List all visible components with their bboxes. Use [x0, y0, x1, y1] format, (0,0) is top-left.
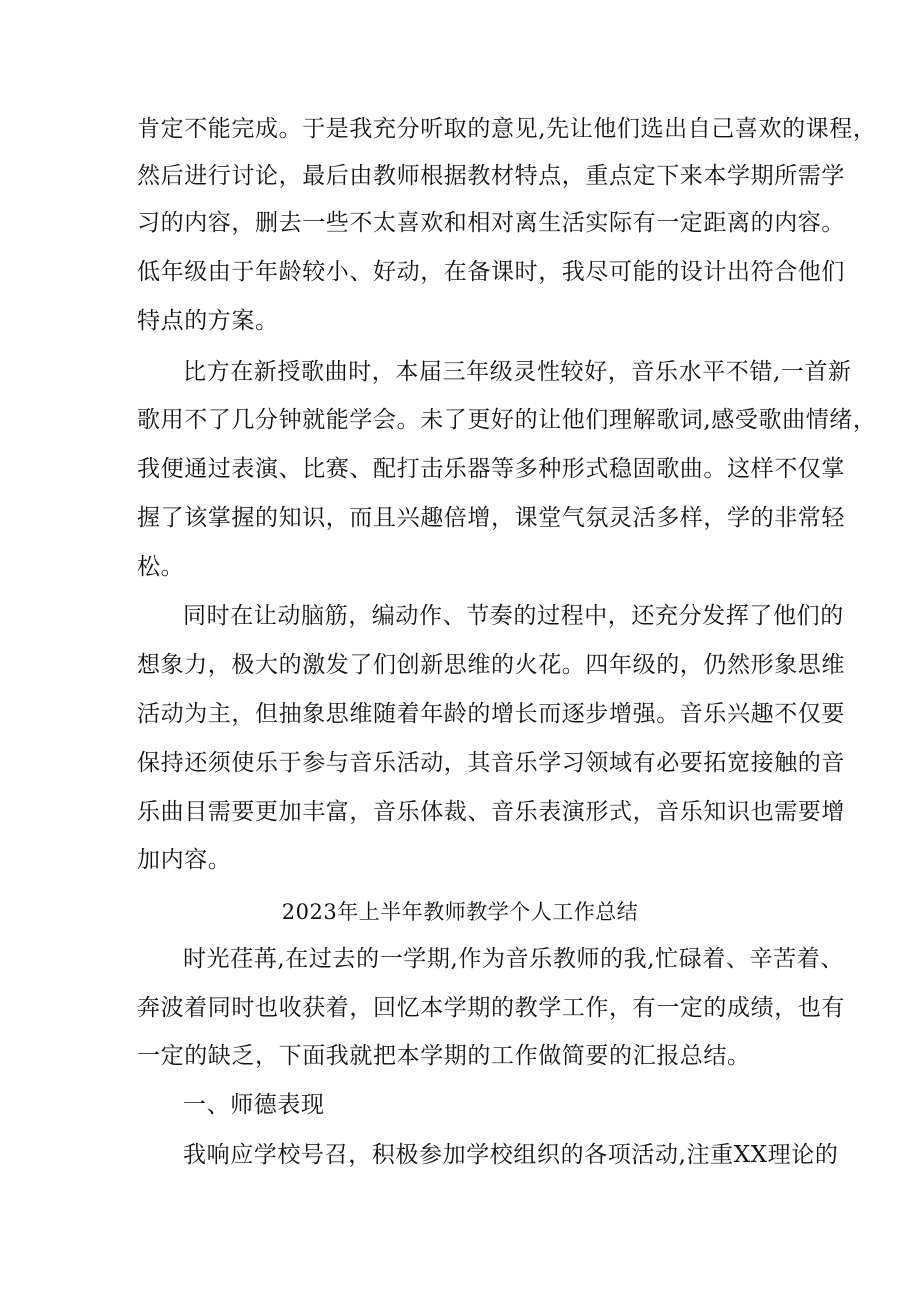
text-line: 加内容。: [137, 847, 232, 873]
text-line: 特点的方案。: [137, 308, 279, 334]
text-line: 歌用不了几分钟就能学会。未了更好的让他们理解歌词,感受歌曲情绪，: [137, 407, 877, 433]
text-line: 握了该掌握的知识，而且兴趣倍增，课堂气氛灵活多样，学的非常轻: [137, 505, 845, 531]
document-title: 2023年上半年教师教学个人工作总结: [281, 900, 639, 924]
text-line: 乐曲目需要更加丰富，音乐体裁、音乐表演形式，音乐知识也需要增: [137, 799, 845, 825]
text-line: 想象力，极大的激发了们创新思维的火花。四年级的，仍然形象思维: [137, 652, 845, 678]
text-line: 习的内容，删去一些不太喜欢和相对离生活实际有一定距离的内容。: [137, 210, 845, 236]
text-line: 低年级由于年龄较小、好动，在备课时，我尽可能的设计出符合他们: [137, 259, 845, 285]
text-line: 松。: [137, 554, 185, 580]
text-line: 肯定不能完成。于是我充分听取的意见,先让他们选出自己喜欢的课程，: [137, 116, 877, 142]
text-line: 一定的缺乏，下面我就把本学期的工作做简要的汇报总结。: [137, 1043, 751, 1069]
text-line: 比方在新授歌曲时，本届三年级灵性较好，音乐水平不错,一首新: [183, 359, 852, 385]
text-line: 活动为主，但抽象思维随着年龄的增长而逐步增强。音乐兴趣不仅要: [137, 701, 845, 727]
text-line: 保持还须使乐于参与音乐活动，其音乐学习领域有必要拓宽接触的音: [137, 750, 845, 776]
text-line: 然后进行讨论，最后由教师根据教材特点，重点定下来本学期所需学: [137, 163, 845, 189]
text-line: 同时在让动脑筋，编动作、节奏的过程中，还充分发挥了他们的: [183, 603, 844, 629]
text-line: 奔波着同时也收获着，回忆本学期的教学工作，有一定的成绩，也有: [137, 995, 845, 1021]
text-line: 我便通过表演、比赛、配打击乐器等多种形式稳固歌曲。这样不仅掌: [137, 456, 845, 482]
text-line: 我响应学校号召，积极参加学校组织的各项活动,注重XX理论的: [183, 1142, 839, 1168]
section-heading: 一、师德表现: [183, 1092, 325, 1118]
text-line: 时光荏苒,在过去的一学期,作为音乐教师的我,忙碌着、辛苦着、: [183, 946, 844, 972]
